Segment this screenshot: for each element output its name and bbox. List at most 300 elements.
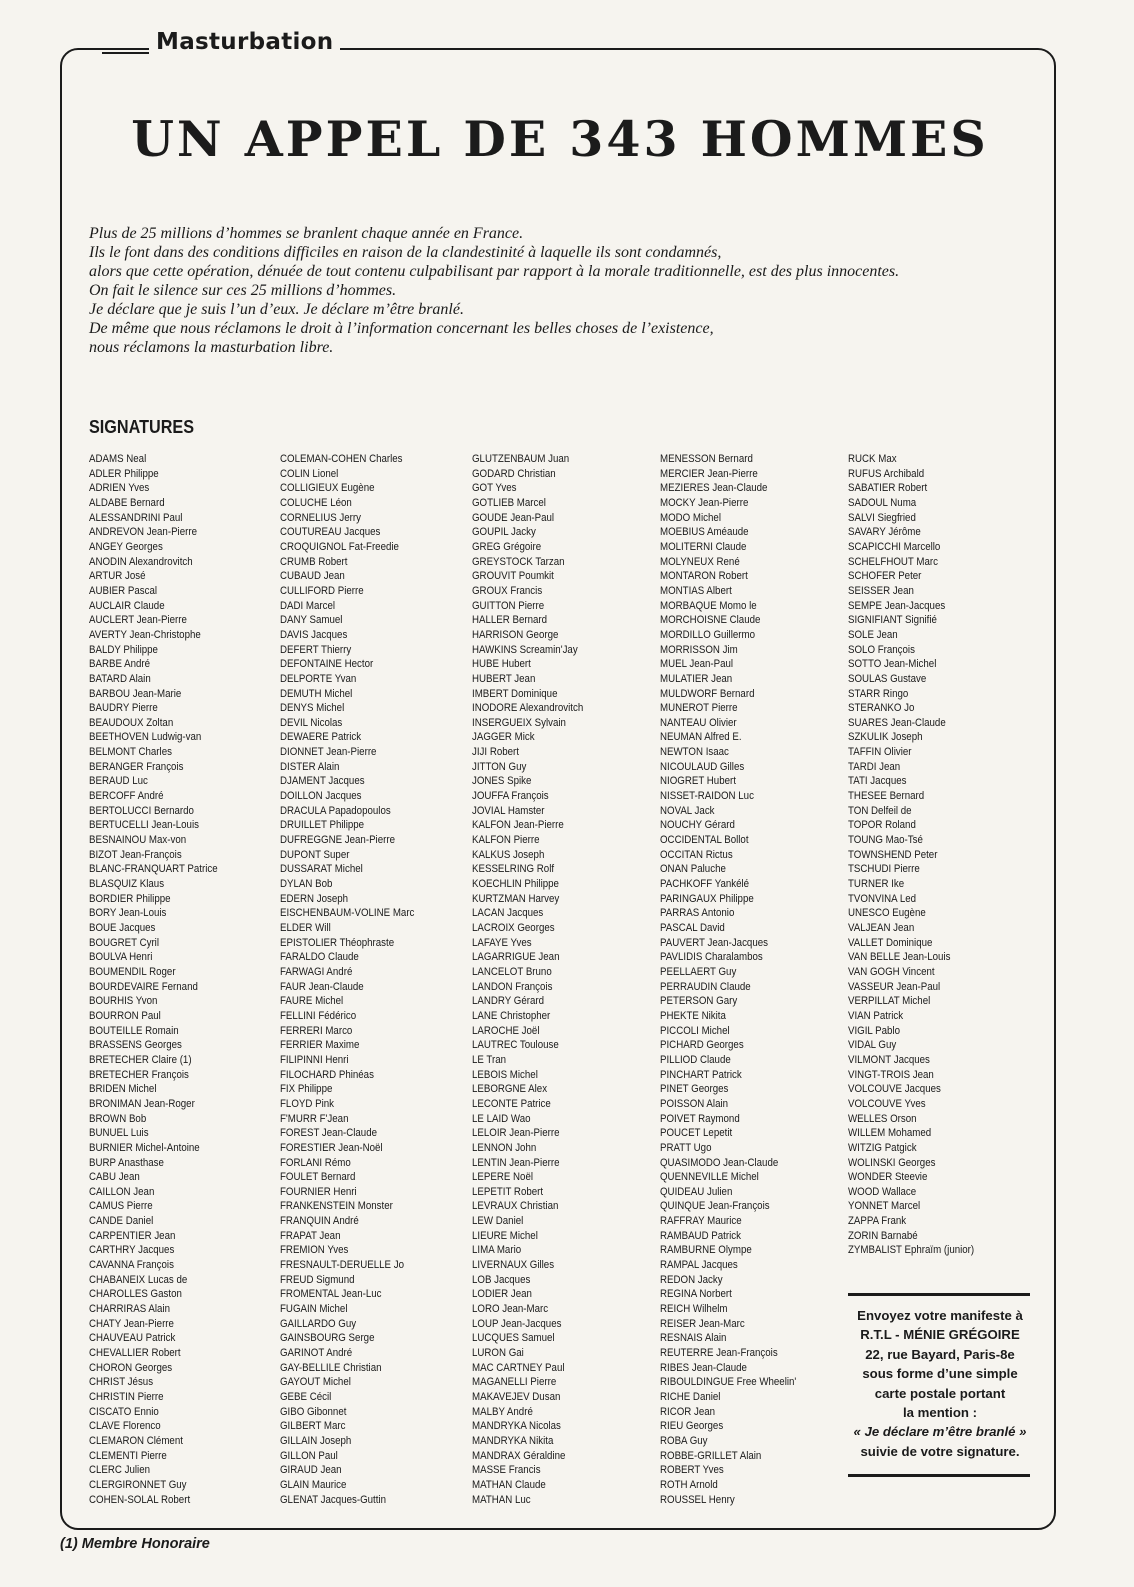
signature-name: BRONIMAN Jean-Roger	[89, 1097, 195, 1110]
signature-name: LEPETIT Robert	[472, 1185, 544, 1198]
signature-name: CHAUVEAU Patrick	[89, 1332, 176, 1345]
signature-name: VIGIL Pablo	[848, 1024, 901, 1037]
signature-name: ZAPPA Frank	[848, 1215, 907, 1228]
signature-name: KALFON Jean-Pierre	[472, 819, 564, 832]
signature-name: KALKUS Joseph	[472, 848, 545, 861]
signature-name: LEW Daniel	[472, 1215, 524, 1228]
signature-name: WOLINSKI Georges	[848, 1156, 936, 1169]
signature-name: PICHARD Georges	[660, 1039, 744, 1052]
signature-name: VOLCOUVE Jacques	[848, 1083, 941, 1096]
signature-name: MATHAN Claude	[472, 1478, 546, 1491]
signature-name: LOB Jacques	[472, 1273, 531, 1286]
signature-name: SCHOFER Peter	[848, 570, 922, 583]
signature-name: RAMBAUD Patrick	[660, 1229, 741, 1242]
signature-name: JOVIAL Hamster	[472, 804, 545, 817]
signature-name: PETERSON Gary	[660, 995, 738, 1008]
signature-name: LANCELOT Bruno	[472, 965, 552, 978]
signature-name: CHATY Jean-Pierre	[89, 1317, 174, 1330]
signature-name: ELDER Will	[280, 922, 331, 934]
signature-name: OCCITAN Rictus	[660, 848, 733, 861]
signature-column-4	[660, 452, 870, 1507]
send-line: la mention :	[903, 1405, 977, 1421]
signature-name: FORESTIER Jean-Noël	[280, 1141, 383, 1154]
signature-name: BOUTEILLE Romain	[89, 1024, 179, 1037]
signature-name: CHARRIRAS Alain	[89, 1303, 170, 1316]
signature-name: GEBE Cécil	[280, 1391, 332, 1403]
signature-name: REUTERRE Jean-François	[660, 1347, 778, 1360]
signature-name: SZKULIK Joseph	[848, 731, 923, 744]
signature-name: MONTARON Robert	[660, 570, 748, 583]
signature-name: JAGGER Mick	[472, 731, 535, 744]
signature-name: MALBY André	[472, 1405, 533, 1418]
manifesto-line: alors que cette opération, dénuée de tout contenu culpabilisant par rapport à la morale traditionnelle, est des plus innocentes.	[89, 263, 900, 280]
signature-name: NOUCHY Gérard	[660, 819, 735, 832]
signature-name: RICHE Daniel	[660, 1391, 721, 1403]
signature-name: CORNELIUS Jerry	[280, 511, 361, 524]
signature-name: BALDY Philippe	[89, 643, 158, 656]
signature-name: RAMBURNE Olympe	[660, 1244, 752, 1257]
signature-name: MENESSON Bernard	[660, 453, 753, 465]
signature-name: MAC CARTNEY Paul	[472, 1361, 565, 1374]
signature-name: BRIDEN Michel	[89, 1083, 157, 1096]
signature-name: REDON Jacky	[660, 1273, 723, 1286]
signature-name: REISER Jean-Marc	[660, 1317, 745, 1330]
signature-name: ROUSSEL Henry	[660, 1493, 735, 1506]
signature-name: LAGARRIGUE Jean	[472, 951, 560, 964]
signature-name: LIVERNAUX Gilles	[472, 1259, 555, 1272]
signature-name: PERRAUDIN Claude	[660, 980, 751, 993]
send-box-bottom-rule	[848, 1474, 1030, 1477]
signature-name: RIEU Georges	[660, 1420, 724, 1433]
signature-name: TARDI Jean	[848, 760, 901, 773]
signature-name: SAVARY Jérôme	[848, 526, 921, 539]
signature-name: JIJI Robert	[472, 746, 519, 759]
signature-name: PRATT Ugo	[660, 1141, 712, 1154]
signature-name: PARRAS Antonio	[660, 907, 735, 920]
signature-name: DAVIS Jacques	[280, 628, 348, 641]
signature-name: CLEMARON Clément	[89, 1434, 183, 1447]
signature-name: ADRIEN Yves	[89, 482, 150, 495]
signature-name: GAINSBOURG Serge	[280, 1332, 375, 1345]
signature-name: AUBIER Pascal	[89, 584, 158, 597]
signature-name: CARPENTIER Jean	[89, 1229, 176, 1242]
signature-name: ADAMS Neal	[89, 453, 147, 465]
signature-name: FLOYD Pink	[280, 1097, 334, 1110]
signature-name: QUENNEVILLE Michel	[660, 1171, 759, 1184]
signature-name: BOURDEVAIRE Fernand	[89, 980, 198, 993]
signature-name: AVERTY Jean-Christophe	[89, 628, 201, 641]
signature-name: CHRIST Jésus	[89, 1376, 154, 1389]
signature-name: STERANKO Jo	[848, 702, 915, 715]
headline: UN APPEL DE 343 HOMMES	[131, 110, 989, 168]
signature-name: DEVIL Nicolas	[280, 716, 343, 729]
signature-name: LANE Christopher	[472, 1009, 551, 1022]
signature-name: GODARD Christian	[472, 467, 556, 480]
signature-name: DEWAERE Patrick	[280, 731, 362, 744]
signature-name: FRANQUIN André	[280, 1215, 359, 1228]
signature-name: CLEMENTI Pierre	[89, 1449, 167, 1462]
signature-name: DISTER Alain	[280, 760, 340, 773]
signature-name: MORCHOISNE Claude	[660, 614, 761, 627]
signature-name: AUCLERT Jean-Pierre	[89, 614, 187, 627]
signature-name: VERPILLAT Michel	[848, 995, 931, 1008]
signature-name: CHORON Georges	[89, 1361, 173, 1374]
signature-name: DJAMENT Jacques	[280, 775, 365, 788]
signature-name: NICOULAUD Gilles	[660, 760, 745, 773]
signature-name: LANDON François	[472, 980, 553, 993]
signature-name: RUFUS Archibald	[848, 467, 925, 480]
signature-name: LORO Jean-Marc	[472, 1303, 549, 1316]
signature-name: POIVET Raymond	[660, 1112, 740, 1125]
signature-name: WILLEM Mohamed	[848, 1127, 932, 1140]
signature-name: LEBOIS Michel	[472, 1068, 538, 1081]
signature-name: POISSON Alain	[660, 1097, 729, 1110]
signature-name: KURTZMAN Harvey	[472, 892, 560, 905]
signature-name: GILBERT Marc	[280, 1420, 346, 1433]
manifesto-line: On fait le silence sur ces 25 millions d’hommes.	[89, 282, 397, 299]
signature-name: RICOR Jean	[660, 1405, 716, 1418]
send-line: R.T.L - MÉNIE GRÉGOIRE	[860, 1327, 1020, 1343]
signature-name: PILLIOD Claude	[660, 1053, 731, 1066]
signature-name: GREG Grégoire	[472, 540, 542, 553]
signature-name: DYLAN Bob	[280, 878, 333, 891]
signature-name: COLLIGIEUX Eugène	[280, 482, 375, 495]
signature-name: SCHELFHOUT Marc	[848, 555, 938, 568]
signature-name: LEBORGNE Alex	[472, 1083, 548, 1096]
signature-name: PINET Georges	[660, 1083, 729, 1096]
manifesto-line: De même que nous réclamons le droit à l’information concernant les belles choses de l’existence,	[89, 320, 714, 337]
signature-name: LECONTE Patrice	[472, 1097, 551, 1110]
signature-name: BROWN Bob	[89, 1112, 147, 1125]
signature-name: MOLITERNI Claude	[660, 540, 747, 553]
signature-name: DRACULA Papadopoulos	[280, 804, 391, 817]
signature-name: QUASIMODO Jean-Claude	[660, 1156, 779, 1169]
signature-name: CLERC Julien	[89, 1464, 151, 1477]
signature-name: TAFFIN Olivier	[848, 746, 912, 759]
signature-name: BELMONT Charles	[89, 746, 172, 759]
signature-name: CHRISTIN Pierre	[89, 1391, 164, 1403]
signature-name: GROUVIT Poumkit	[472, 570, 554, 583]
signature-name: BUNUEL Luis	[89, 1127, 149, 1140]
manifesto-text	[89, 224, 1049, 357]
signature-name: GAILLARDO Guy	[280, 1317, 357, 1330]
signature-name: MEZIERES Jean-Claude	[660, 482, 768, 495]
signature-name: ADLER Philippe	[89, 467, 159, 480]
signature-name: POUCET Lepetit	[660, 1127, 733, 1140]
signature-name: CARTHRY Jacques	[89, 1244, 175, 1257]
signature-name: ROBERT Yves	[660, 1464, 724, 1477]
signature-name: FILOCHARD Phinéas	[280, 1068, 374, 1081]
signature-name: NISSET-RAIDON Luc	[660, 790, 754, 803]
signature-name: BORY Jean-Louis	[89, 907, 167, 920]
signature-name: VASSEUR Jean-Paul	[848, 980, 941, 993]
signature-name: PAVLIDIS Charalambos	[660, 951, 763, 964]
signature-name: VAN BELLE Jean-Louis	[848, 951, 951, 964]
signature-name: BOUE Jacques	[89, 922, 156, 934]
signature-name: SIGNIFIANT Signifié	[848, 614, 937, 627]
signature-name: COHEN-SOLAL Robert	[89, 1493, 191, 1506]
signature-name: FRESNAULT-DERUELLE Jo	[280, 1259, 405, 1272]
signature-name: ROBBE-GRILLET Alain	[660, 1449, 762, 1462]
signature-name: TOPOR Roland	[848, 819, 916, 832]
signature-name: JOUFFA François	[472, 790, 549, 803]
signature-name: VINGT-TROIS Jean	[848, 1068, 934, 1081]
signature-name: FORLANI Rémo	[280, 1156, 351, 1169]
signature-name: PHEKTE Nikita	[660, 1009, 726, 1022]
signature-column-2	[280, 452, 490, 1507]
signature-name: GLUTZENBAUM Juan	[472, 453, 570, 465]
signature-name: SOULAS Gustave	[848, 672, 927, 685]
signature-name: STARR Ringo	[848, 687, 909, 700]
signature-name: ANDREVON Jean-Pierre	[89, 526, 197, 539]
send-line: suivie de votre signature.	[860, 1443, 1020, 1459]
signature-name: BOURRON Paul	[89, 1009, 161, 1022]
signature-name: ARTUR José	[89, 570, 146, 583]
signature-name: YONNET Marcel	[848, 1200, 921, 1213]
signature-name: GILLON Paul	[280, 1449, 338, 1462]
signature-name: LAFAYE Yves	[472, 936, 532, 949]
signature-name: GLAIN Maurice	[280, 1478, 347, 1491]
signature-name: CANDE Daniel	[89, 1215, 154, 1228]
signature-name: GILLAIN Joseph	[280, 1434, 352, 1447]
signature-name: WITZIG Patgick	[848, 1141, 917, 1154]
signature-name: LEVRAUX Christian	[472, 1200, 559, 1213]
signature-name: SOTTO Jean-Michel	[848, 658, 937, 671]
signature-name: BLANC-FRANQUART Patrice	[89, 863, 218, 876]
signature-name: FARALDO Claude	[280, 951, 359, 964]
signature-name: CROQUIGNOL Fat-Freedie	[280, 540, 399, 553]
signature-name: BOURHIS Yvon	[89, 995, 158, 1008]
signature-name: DEMUTH Michel	[280, 687, 353, 700]
send-line: « Je déclare m’être branlé »	[853, 1424, 1027, 1440]
signature-name: BLASQUIZ Klaus	[89, 878, 165, 891]
signature-name: CHAROLLES Gaston	[89, 1288, 182, 1301]
signature-name: MORRISSON Jim	[660, 643, 738, 656]
signature-name: BERTOLUCCI Bernardo	[89, 804, 194, 817]
signature-name: KESSELRING Rolf	[472, 863, 555, 876]
signature-name: DEFONTAINE Hector	[280, 658, 374, 671]
signature-name: BEETHOVEN Ludwig-van	[89, 731, 202, 744]
manifesto-line: Je déclare que je suis l’un d’eux. Je déclare m’être branlé.	[89, 301, 464, 318]
signature-name: IMBERT Dominique	[472, 687, 558, 700]
signature-name: DUFREGGNE Jean-Pierre	[280, 834, 395, 847]
signature-name: GARINOT André	[280, 1347, 353, 1360]
signature-name: SEISSER Jean	[848, 584, 914, 597]
signature-name: LELOIR Jean-Pierre	[472, 1127, 560, 1140]
signature-name: LE Tran	[472, 1053, 507, 1066]
signature-name: FILIPINNI Henri	[280, 1053, 349, 1066]
signature-name: MORDILLO Guillermo	[660, 628, 756, 641]
signature-name: PICCOLI Michel	[660, 1024, 730, 1037]
signature-name: KOECHLIN Philippe	[472, 878, 559, 891]
signature-name: BOUMENDIL Roger	[89, 965, 176, 978]
send-instructions	[840, 1306, 1040, 1461]
signature-name: FRAPAT Jean	[280, 1229, 341, 1242]
signature-name: UNESCO Eugène	[848, 907, 926, 920]
signature-name: DOILLON Jacques	[280, 790, 362, 803]
signature-name: FERRERI Marco	[280, 1024, 353, 1037]
signature-name: COUTUREAU Jacques	[280, 526, 381, 539]
signature-name: BARBE André	[89, 658, 151, 671]
signature-name: TATI Jacques	[848, 775, 907, 788]
signature-name: DUSSARAT Michel	[280, 863, 363, 876]
signature-name: LACROIX Georges	[472, 922, 555, 934]
signature-name: CHEVALLIER Robert	[89, 1347, 181, 1360]
signature-name: CAILLON Jean	[89, 1185, 155, 1198]
signature-name: HALLER Bernard	[472, 614, 548, 627]
signature-name: BERCOFF André	[89, 790, 164, 803]
signature-name: SOLE Jean	[848, 628, 898, 641]
signature-name: BRASSENS Georges	[89, 1039, 182, 1052]
signature-name: NANTEAU Olivier	[660, 716, 737, 729]
signature-name: PARINGAUX Philippe	[660, 892, 754, 905]
signature-name: CABU Jean	[89, 1171, 140, 1184]
signature-name: ANGEY Georges	[89, 540, 163, 553]
signature-name: LAUTREC Toulouse	[472, 1039, 559, 1052]
signature-name: FAURE Michel	[280, 995, 344, 1008]
signature-name: CRUMB Robert	[280, 555, 348, 568]
signature-name: AUCLAIR Claude	[89, 599, 165, 612]
signature-name: LE LAID Wao	[472, 1112, 531, 1125]
send-box-top-rule	[848, 1293, 1030, 1296]
signature-name: VILMONT Jacques	[848, 1053, 930, 1066]
signature-name: QUIDEAU Julien	[660, 1185, 733, 1198]
signature-name: DELPORTE Yvan	[280, 672, 357, 685]
signature-name: FIX Philippe	[280, 1083, 333, 1096]
signature-name: GUITTON Pierre	[472, 599, 545, 612]
signature-name: MANDRYKA Nicolas	[472, 1420, 561, 1433]
signature-name: MOEBIUS Améaude	[660, 526, 749, 539]
signature-name: EPISTOLIER Théophraste	[280, 936, 395, 949]
signature-name: ROTH Arnold	[660, 1478, 718, 1491]
signature-name: GAY-BELLILE Christian	[280, 1361, 382, 1374]
signature-name: CAMUS Pierre	[89, 1200, 153, 1213]
signature-name: GREYSTOCK Tarzan	[472, 555, 565, 568]
signature-name: DENYS Michel	[280, 702, 345, 715]
signature-name: BERANGER François	[89, 760, 184, 773]
section-title: Masturbation	[149, 29, 340, 55]
signature-name: NEWTON Isaac	[660, 746, 729, 759]
signature-name: ZYMBALIST Ephraïm (junior)	[848, 1244, 975, 1257]
footnote: (1) Membre Honoraire	[60, 1536, 210, 1552]
signature-name: CLERGIRONNET Guy	[89, 1478, 187, 1491]
signature-name: SADOUL Numa	[848, 496, 917, 509]
signature-name: MERCIER Jean-Pierre	[660, 467, 758, 480]
signature-name: BRETECHER Claire (1)	[89, 1053, 192, 1066]
signature-name: REICH Wilhelm	[660, 1303, 728, 1316]
signature-name: QUINQUE Jean-François	[660, 1200, 770, 1213]
signature-name: NOVAL Jack	[660, 804, 715, 817]
signature-name: INODORE Alexandrovitch	[472, 702, 584, 715]
signature-name: THESEE Bernard	[848, 790, 925, 803]
signature-name: WELLES Orson	[848, 1112, 917, 1125]
signature-name: HUBERT Jean	[472, 672, 536, 685]
signature-name: ALESSANDRINI Paul	[89, 511, 183, 524]
signature-name: PINCHART Patrick	[660, 1068, 742, 1081]
signature-name: HARRISON George	[472, 628, 559, 641]
signature-name: LODIER Jean	[472, 1288, 532, 1301]
signature-name: LIEURE Michel	[472, 1229, 538, 1242]
signature-name: MULDWORF Bernard	[660, 687, 755, 700]
signature-name: FELLINI Fédérico	[280, 1009, 357, 1022]
signature-name: LURON Gai	[472, 1347, 524, 1360]
signature-name: RIBES Jean-Claude	[660, 1361, 747, 1374]
signature-name: EDERN Joseph	[280, 892, 349, 905]
signature-name: ROBA Guy	[660, 1434, 708, 1447]
signature-name: MAKAVEJEV Dusan	[472, 1391, 561, 1403]
signature-name: WONDER Steevie	[848, 1171, 928, 1184]
signature-name: VOLCOUVE Yves	[848, 1097, 926, 1110]
signature-name: GOUDE Jean-Paul	[472, 511, 555, 524]
signature-name: BATARD Alain	[89, 672, 151, 685]
signature-name: CHABANEIX Lucas de	[89, 1273, 188, 1286]
signature-name: PASCAL David	[660, 922, 725, 934]
signature-name: VALJEAN Jean	[848, 922, 915, 934]
signature-name: RIBOULDINGUE Free Wheelin'	[660, 1376, 797, 1389]
signature-name: JITTON Guy	[472, 760, 527, 773]
signature-name: COLIN Lionel	[280, 467, 339, 480]
signature-name: MUNEROT Pierre	[660, 702, 738, 715]
signature-name: FROMENTAL Jean-Luc	[280, 1288, 382, 1301]
signature-name: VAN GOGH Vincent	[848, 965, 935, 978]
signature-name: BRETECHER François	[89, 1068, 189, 1081]
signature-name: BERTUCELLI Jean-Louis	[89, 819, 199, 832]
signature-name: LENNON John	[472, 1141, 537, 1154]
signature-name: BARBOU Jean-Marie	[89, 687, 182, 700]
signature-name: NIOGRET Hubert	[660, 775, 736, 788]
signature-name: LIMA Mario	[472, 1244, 522, 1257]
signature-name: RUCK Max	[848, 453, 897, 465]
signature-name: MANDRYKA Nikita	[472, 1434, 554, 1447]
signature-name: NEUMAN Alfred E.	[660, 731, 742, 744]
signature-column-3	[472, 452, 682, 1507]
manifesto-line: Ils le font dans des conditions difficiles en raison de la clandestinité à laquelle ils sont condamnés,	[89, 244, 722, 261]
send-line: sous forme d’une simple	[862, 1366, 1018, 1382]
signature-name: BURNIER Michel-Antoine	[89, 1141, 200, 1154]
signature-name: RAFFRAY Maurice	[660, 1215, 742, 1228]
signature-name: VALLET Dominique	[848, 936, 933, 949]
signature-name: PAUVERT Jean-Jacques	[660, 936, 769, 949]
signature-name: BERAUD Luc	[89, 775, 148, 788]
signature-name: ALDABE Bernard	[89, 496, 165, 509]
signature-name: COLUCHE Léon	[280, 496, 352, 509]
signature-name: WOOD Wallace	[848, 1185, 917, 1198]
signature-name: MORBAQUE Momo le	[660, 599, 757, 612]
signature-name: FUGAIN Michel	[280, 1303, 348, 1316]
signature-name: SOLO François	[848, 643, 915, 656]
signature-name: FOREST Jean-Claude	[280, 1127, 378, 1140]
signature-name: LACAN Jacques	[472, 907, 544, 920]
manifesto-line: Plus de 25 millions d’hommes se branlent chaque année en France.	[89, 225, 524, 242]
signature-name: MANDRAX Géraldine	[472, 1449, 566, 1462]
signature-name: FOURNIER Henri	[280, 1185, 357, 1198]
signature-name: MUEL Jean-Paul	[660, 658, 734, 671]
signature-name: CULLIFORD Pierre	[280, 584, 364, 597]
signature-name: BESNAINOU Max-von	[89, 834, 187, 847]
send-line: carte postale portant	[874, 1385, 1006, 1401]
signature-name: DADI Marcel	[280, 599, 336, 612]
signature-name: FREUD Sigmund	[280, 1273, 355, 1286]
signature-name: HUBE Hubert	[472, 658, 531, 671]
signature-name: PACHKOFF Yankélé	[660, 878, 750, 891]
signature-name: EISCHENBAUM-VOLINE Marc	[280, 907, 415, 920]
signature-name: TON Delfeil de	[848, 804, 912, 817]
signature-name: MASSE Francis	[472, 1464, 541, 1477]
signature-name: GIBO Gibonnet	[280, 1405, 347, 1418]
signature-name: JONES Spike	[472, 775, 532, 788]
signature-name: DANY Samuel	[280, 614, 343, 627]
signature-name: HAWKINS Screamin'Jay	[472, 643, 578, 656]
